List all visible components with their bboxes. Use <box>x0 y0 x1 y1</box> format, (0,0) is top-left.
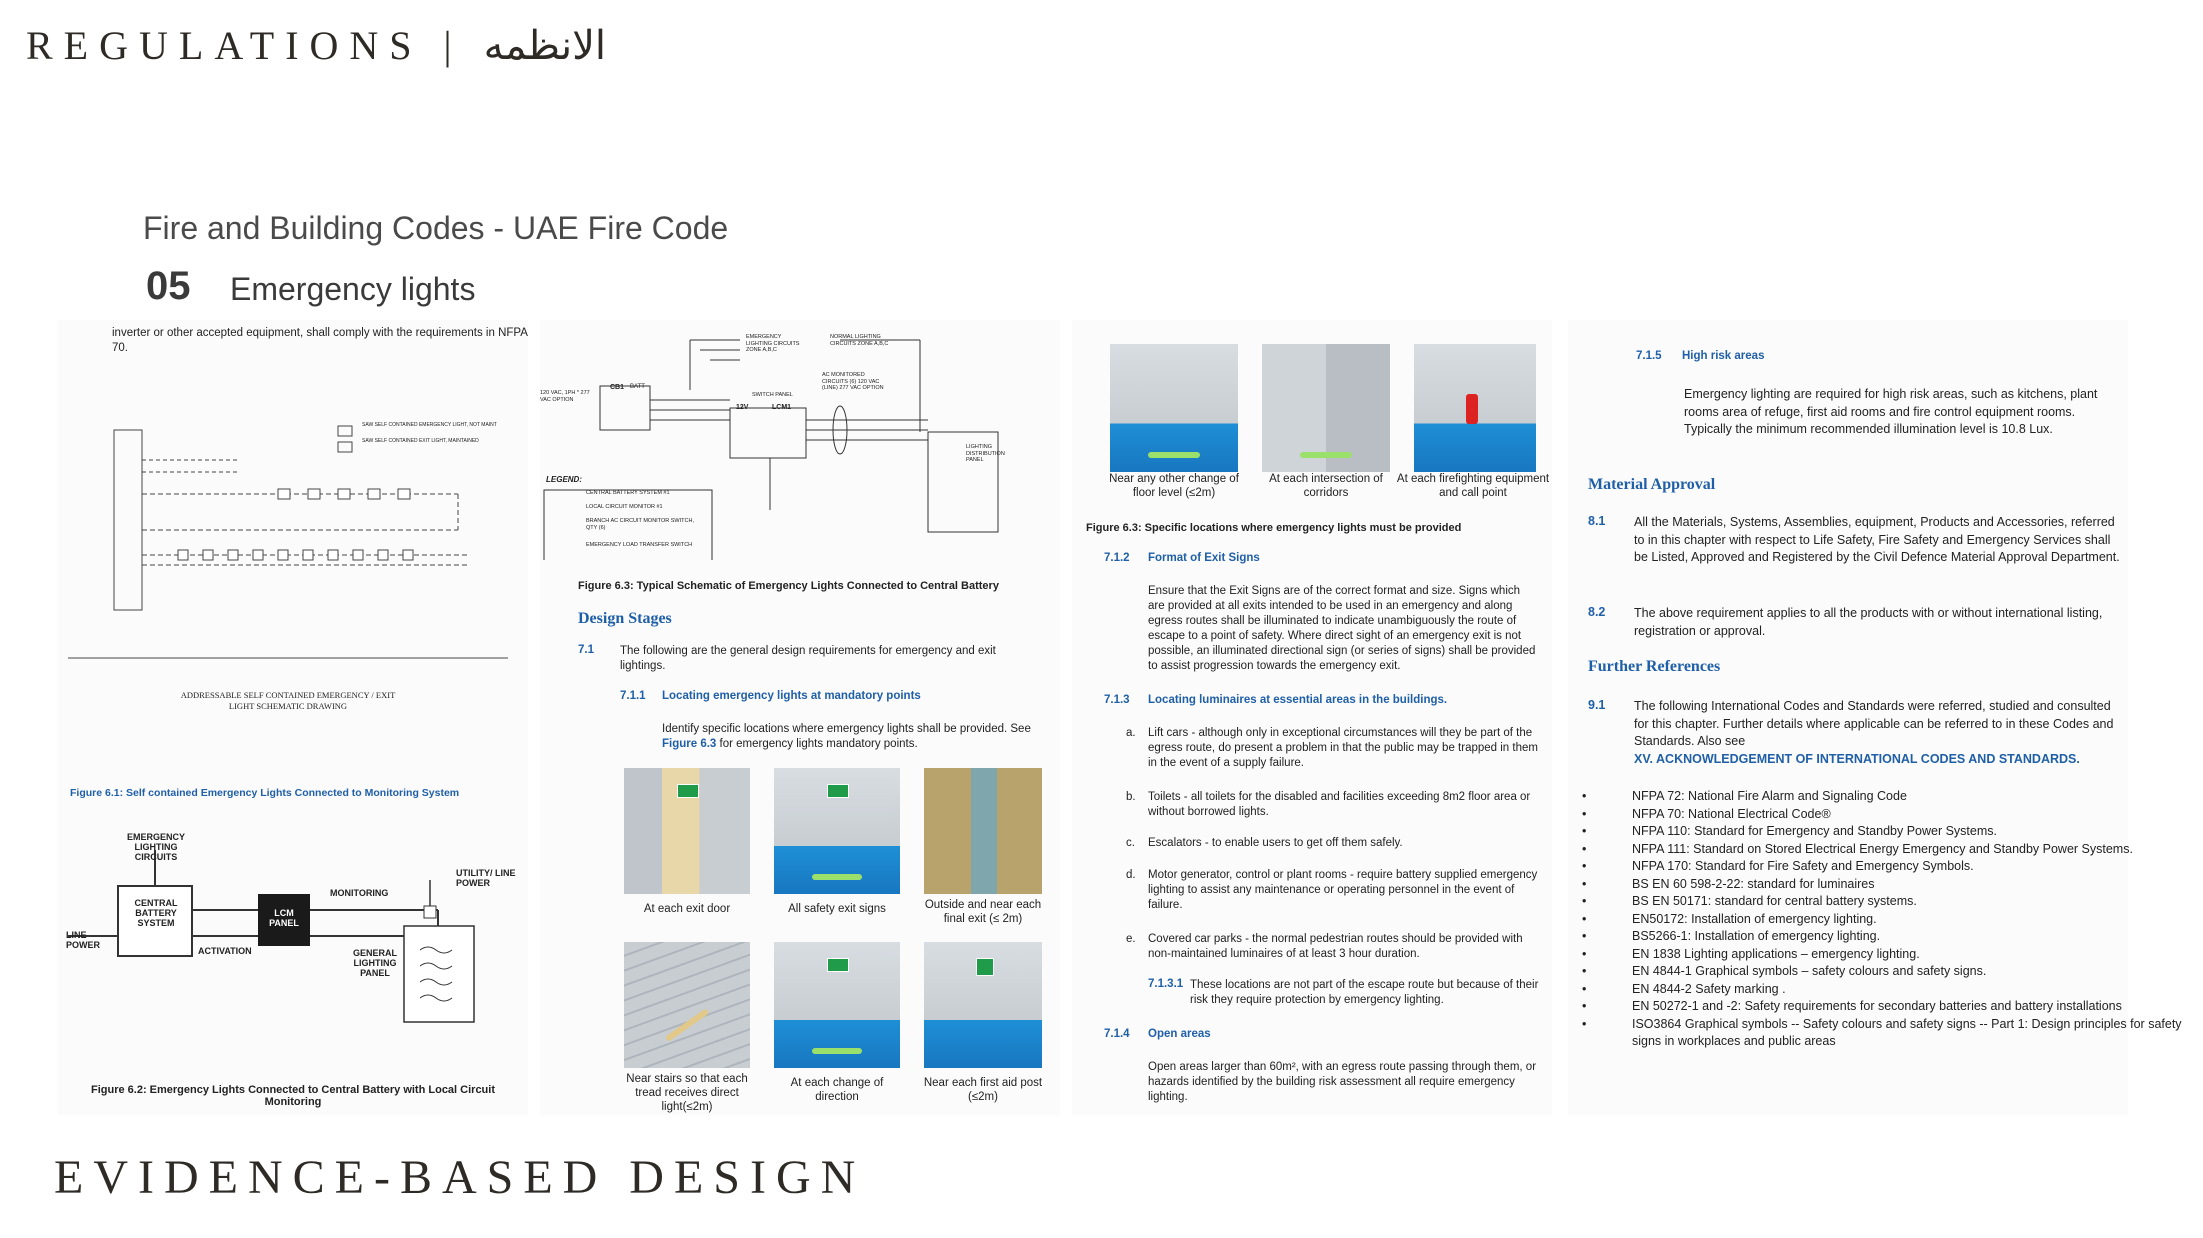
item-e-text: Covered car parks - the normal pedestrian routes should be provided with non-maintained luminaires of at least 3 hour duration. <box>1148 933 1523 960</box>
document-page-2 <box>540 320 1060 1115</box>
list-item: • EN 4844-1 Graphical symbols – safety colours and safety signs. <box>1632 963 2192 981</box>
material-approval-heading: Material Approval <box>1588 476 1716 493</box>
list-item: • NFPA 110: Standard for Emergency and Standby Power Systems. <box>1632 823 2192 841</box>
list-item: • EN 50272-1 and -2: Safety requirements for secondary batteries and battery installations <box>1632 998 2192 1016</box>
intro-text: inverter or other accepted equipment, shall comply with the requirements in NFPA 70. <box>112 327 528 354</box>
item-c-label: c. <box>1126 837 1135 849</box>
acknowledgement-link[interactable]: XV. ACKNOWLEDGEMENT OF INTERNATIONAL CODES AND STANDARDS. <box>1634 751 2080 766</box>
schematic-lcm1: LCM1 <box>772 404 792 411</box>
line-power-label: LINE POWER <box>66 930 101 950</box>
list-item: • NFPA 70: National Electrical Code® <box>1632 806 2192 824</box>
list-item: • NFPA 170: Standard for Fire Safety and Emergency Symbols. <box>1632 858 2192 876</box>
schematic-ac-monitored: AC MONITORED CIRCUITS (6) 120 VAC (LINE) 277 VAC OPTION <box>822 372 884 391</box>
schematic-switch-panel: SWITCH PANEL <box>752 392 793 398</box>
schematic-12v: 12V <box>736 404 749 411</box>
legend-title: LEGEND: <box>546 475 582 484</box>
monitoring-label: MONITORING <box>330 888 389 898</box>
text-7-1-5: Emergency lighting are required for high risk areas, such as kitchens, plant rooms area of refuge, first aid rooms and fire control equipment rooms. Typically the minimum recommended illumination level is 10.8 Lux. <box>1684 387 2098 436</box>
heading-7-1-5: High risk areas <box>1682 350 1765 362</box>
further-references-heading: Further References <box>1588 658 1721 675</box>
schematic-distribution-panel: LIGHTING DISTRIBUTION PANEL <box>966 444 1005 463</box>
legend-item-transfer-switch: EMERGENCY LOAD TRANSFER SWITCH <box>586 542 693 548</box>
list-item: • BS5266-1: Installation of emergency lighting. <box>1632 928 2192 946</box>
photo-first-aid <box>924 942 1042 1068</box>
caption-corridor-intersection: At each intersection of corridors <box>1269 473 1383 499</box>
list-item: • NFPA 72: National Fire Alarm and Signaling Code <box>1632 788 2192 806</box>
schematic-input: 120 VAC, 1PH * 277 VAC OPTION <box>540 390 590 403</box>
caption-final-exit: Outside and near each final exit (≤ 2m) <box>924 899 1042 925</box>
caption-stairs: Near stairs so that each tread receives direct light(≤2m) <box>626 1073 748 1113</box>
heading-7-1-3: Locating luminaires at essential areas in the buildings. <box>1148 694 1448 706</box>
list-item: • BS EN 60 598-2-22: standard for luminaires <box>1632 876 2192 894</box>
number-7-1-1: 7.1.1 <box>620 690 646 702</box>
section-title: Emergency lights <box>230 271 476 307</box>
emergency-lighting-circuits-label: EMERGENCY LIGHTING CIRCUITS <box>126 832 185 862</box>
number-7-1-5: 7.1.5 <box>1636 350 1662 362</box>
text-7-1-1 <box>662 722 1052 752</box>
photo-exit-door <box>624 768 750 894</box>
figure-6-3-caption: Figure 6.3: Typical Schematic of Emergency Lights Connected to Central Battery <box>578 580 999 592</box>
heading-7-1-4: Open areas <box>1148 1028 1211 1040</box>
list-item: • BS EN 50171: standard for central battery systems. <box>1632 893 2192 911</box>
caption-floor-level-change: Near any other change of floor level (≤2m) <box>1109 473 1239 499</box>
document-page-3 <box>1072 320 1552 1115</box>
legend-item-2: SAW SELF CONTAINED EXIT LIGHT, MAINTAINED <box>362 438 479 444</box>
text-8-2: The above requirement applies to all the products with or without international listing, registration or approval. <box>1634 606 2103 638</box>
heading-7-1-1: Locating emergency lights at mandatory points <box>662 690 921 702</box>
section-number: 05 <box>146 264 191 308</box>
page-footer: EVIDENCE-BASED DESIGN <box>54 1151 866 1204</box>
drawing-caption: ADDRESSABLE SELF CONTAINED EMERGENCY / EXIT LIGHT SCHEMATIC DRAWING <box>180 690 396 711</box>
item-b-text: Toilets - all toilets for the disabled and facilities exceeding 8m2 floor area or without borrowed lights. <box>1148 791 1531 818</box>
text-7-1: The following are the general design requirements for emergency and exit lightings. <box>620 645 996 672</box>
list-item: • EN 1838 Lighting applications – emergency lighting. <box>1632 946 2192 964</box>
item-a-text: Lift cars - although only in exceptional circumstances will they be part of the egress route, do present a problem in that the public may be trapped in them in the event of a supply failure. <box>1148 727 1538 769</box>
number-8-2: 8.2 <box>1588 605 1606 619</box>
figure-6-3-link[interactable]: Figure 6.3 <box>662 738 717 750</box>
page-header: REGULATIONS | الانظمه <box>26 23 607 68</box>
list-item: • ISO3864 Graphical symbols -- Safety colours and safety signs -- Part 1: Design principles for safety signs in workplaces and public areas <box>1632 1016 2192 1051</box>
caption-change-of-direction: At each change of direction <box>790 1077 884 1103</box>
text-7-1-3-1: These locations are not part of the escape route but because of their risk they require protection by emergency lighting. <box>1190 979 1539 1006</box>
item-d-label: d. <box>1126 869 1136 881</box>
schematic-normal-circuits: NORMAL LIGHTING CIRCUITS ZONE A,B,C <box>830 334 889 347</box>
number-7-1-3-1: 7.1.3.1 <box>1148 978 1184 990</box>
number-7-1-2: 7.1.2 <box>1104 552 1130 564</box>
item-d-text: Motor generator, control or plant rooms - require battery supplied emergency lighting to assist any maintenance or operating personnel in the event of failure. <box>1148 869 1538 911</box>
photo-corridor-intersection <box>1262 344 1390 472</box>
legend-item-branch-ac: BRANCH AC CIRCUIT MONITOR SWITCH, QTY (6) <box>586 518 694 531</box>
schematic-batt: BATT <box>630 384 645 390</box>
number-7-1-4: 7.1.4 <box>1104 1028 1130 1040</box>
text-7-1-2: Ensure that the Exit Signs are of the correct format and size. Signs which are provided at all exits intended to be used in an emergency and along egress routes shall be illuminated to indicate unambiguously the route of escape to a point of safety. Where direct sight of an emergency exit is not possible, an illuminated directional sign (or series of signs) shall be provided to assist progression towards the emergency exit. <box>1148 585 1536 672</box>
figure-6-1-caption: Figure 6.1: Self contained Emergency Lights Connected to Monitoring System <box>70 787 460 799</box>
text-9-1 <box>1634 698 2124 768</box>
text-7-1-1-b: for emergency lights mandatory points. <box>716 738 918 750</box>
lcm-panel-label: LCM PANEL <box>269 908 299 928</box>
document-page-1 <box>58 320 528 1115</box>
photo-final-exit <box>924 768 1042 894</box>
utility-power-label: UTILITY/ LINE POWER <box>456 868 516 888</box>
list-item: • NFPA 111: Standard on Stored Electrical Energy Emergency and Standby Power Systems. <box>1632 841 2192 859</box>
addressable-schematic-drawing <box>68 420 528 660</box>
figure-6-2-caption: Figure 6.2: Emergency Lights Connected to Central Battery with Local Circuit Monitoring <box>90 1084 495 1108</box>
reference-list <box>1632 788 2192 1051</box>
photo-stairs <box>624 942 750 1068</box>
text-7-1-1-a: Identify specific locations where emergency lights shall be provided. See <box>662 723 1031 735</box>
photo-safety-exit-signs <box>774 768 900 894</box>
photo-firefighting-equipment <box>1414 344 1536 472</box>
legend-item-1: SAW SELF CONTAINED EMERGENCY LIGHT, NOT MAINT <box>362 422 497 428</box>
item-e-label: e. <box>1126 933 1136 945</box>
number-7-1-3: 7.1.3 <box>1104 694 1130 706</box>
text-9-1-body: The following International Codes and Standards were referred, studied and consulted for this chapter. Further details where applicable can be referred to in these Codes and Standards. Also see <box>1634 699 2114 748</box>
list-item: • EN 4844-2 Safety marking . <box>1632 981 2192 999</box>
general-lighting-panel-label: GENERAL LIGHTING PANEL <box>352 948 397 978</box>
caption-first-aid: Near each first aid post (≤2m) <box>923 1077 1043 1103</box>
activation-label: ACTIVATION <box>198 946 252 956</box>
item-a-label: a. <box>1126 727 1136 739</box>
design-stages-heading: Design Stages <box>578 610 672 627</box>
page-subtitle: Fire and Building Codes - UAE Fire Code <box>143 210 729 246</box>
caption-firefighting-equipment: At each firefighting equipment and call point <box>1396 473 1550 499</box>
central-battery-label: CENTRAL BATTERY SYSTEM <box>134 898 178 928</box>
number-8-1: 8.1 <box>1588 514 1606 528</box>
number-7-1: 7.1 <box>578 644 594 656</box>
text-7-1-4: Open areas larger than 60m², with an egress route passing through them, or hazards identified by the building risk assessment all require emergency lighting. <box>1148 1061 1537 1103</box>
caption-exit-door: At each exit door <box>643 903 731 915</box>
caption-safety-exit-signs: All safety exit signs <box>788 903 886 915</box>
item-b-label: b. <box>1126 791 1136 803</box>
heading-7-1-2: Format of Exit Signs <box>1148 552 1260 564</box>
item-c-text: Escalators - to enable users to get off them safely. <box>1148 837 1403 849</box>
legend-item-circuit-monitor: LOCAL CIRCUIT MONITOR #1 <box>586 504 663 510</box>
schematic-emergency-circuits: EMERGENCY LIGHTING CIRCUITS ZONE A,B,C <box>746 334 800 353</box>
text-8-1: All the Materials, Systems, Assemblies, equipment, Products and Accessories, referred to in this chapter with respect to Life Safety, Fire Safety and Emergency Services shall be Listed, Approved and Registered by the Civil Defence Material Approval Department. <box>1634 515 2120 564</box>
list-item: • EN50172: Installation of emergency lighting. <box>1632 911 2192 929</box>
photo-floor-level-change <box>1110 344 1238 472</box>
photo-change-of-direction <box>774 942 900 1068</box>
legend-item-central-battery: CENTRAL BATTERY SYSTEM #1 <box>586 490 670 496</box>
schematic-cb1: CB1 <box>610 384 625 391</box>
number-9-1: 9.1 <box>1588 698 1606 712</box>
figure-6-3-locations-caption: Figure 6.3: Specific locations where emergency lights must be provided <box>1086 522 1462 534</box>
